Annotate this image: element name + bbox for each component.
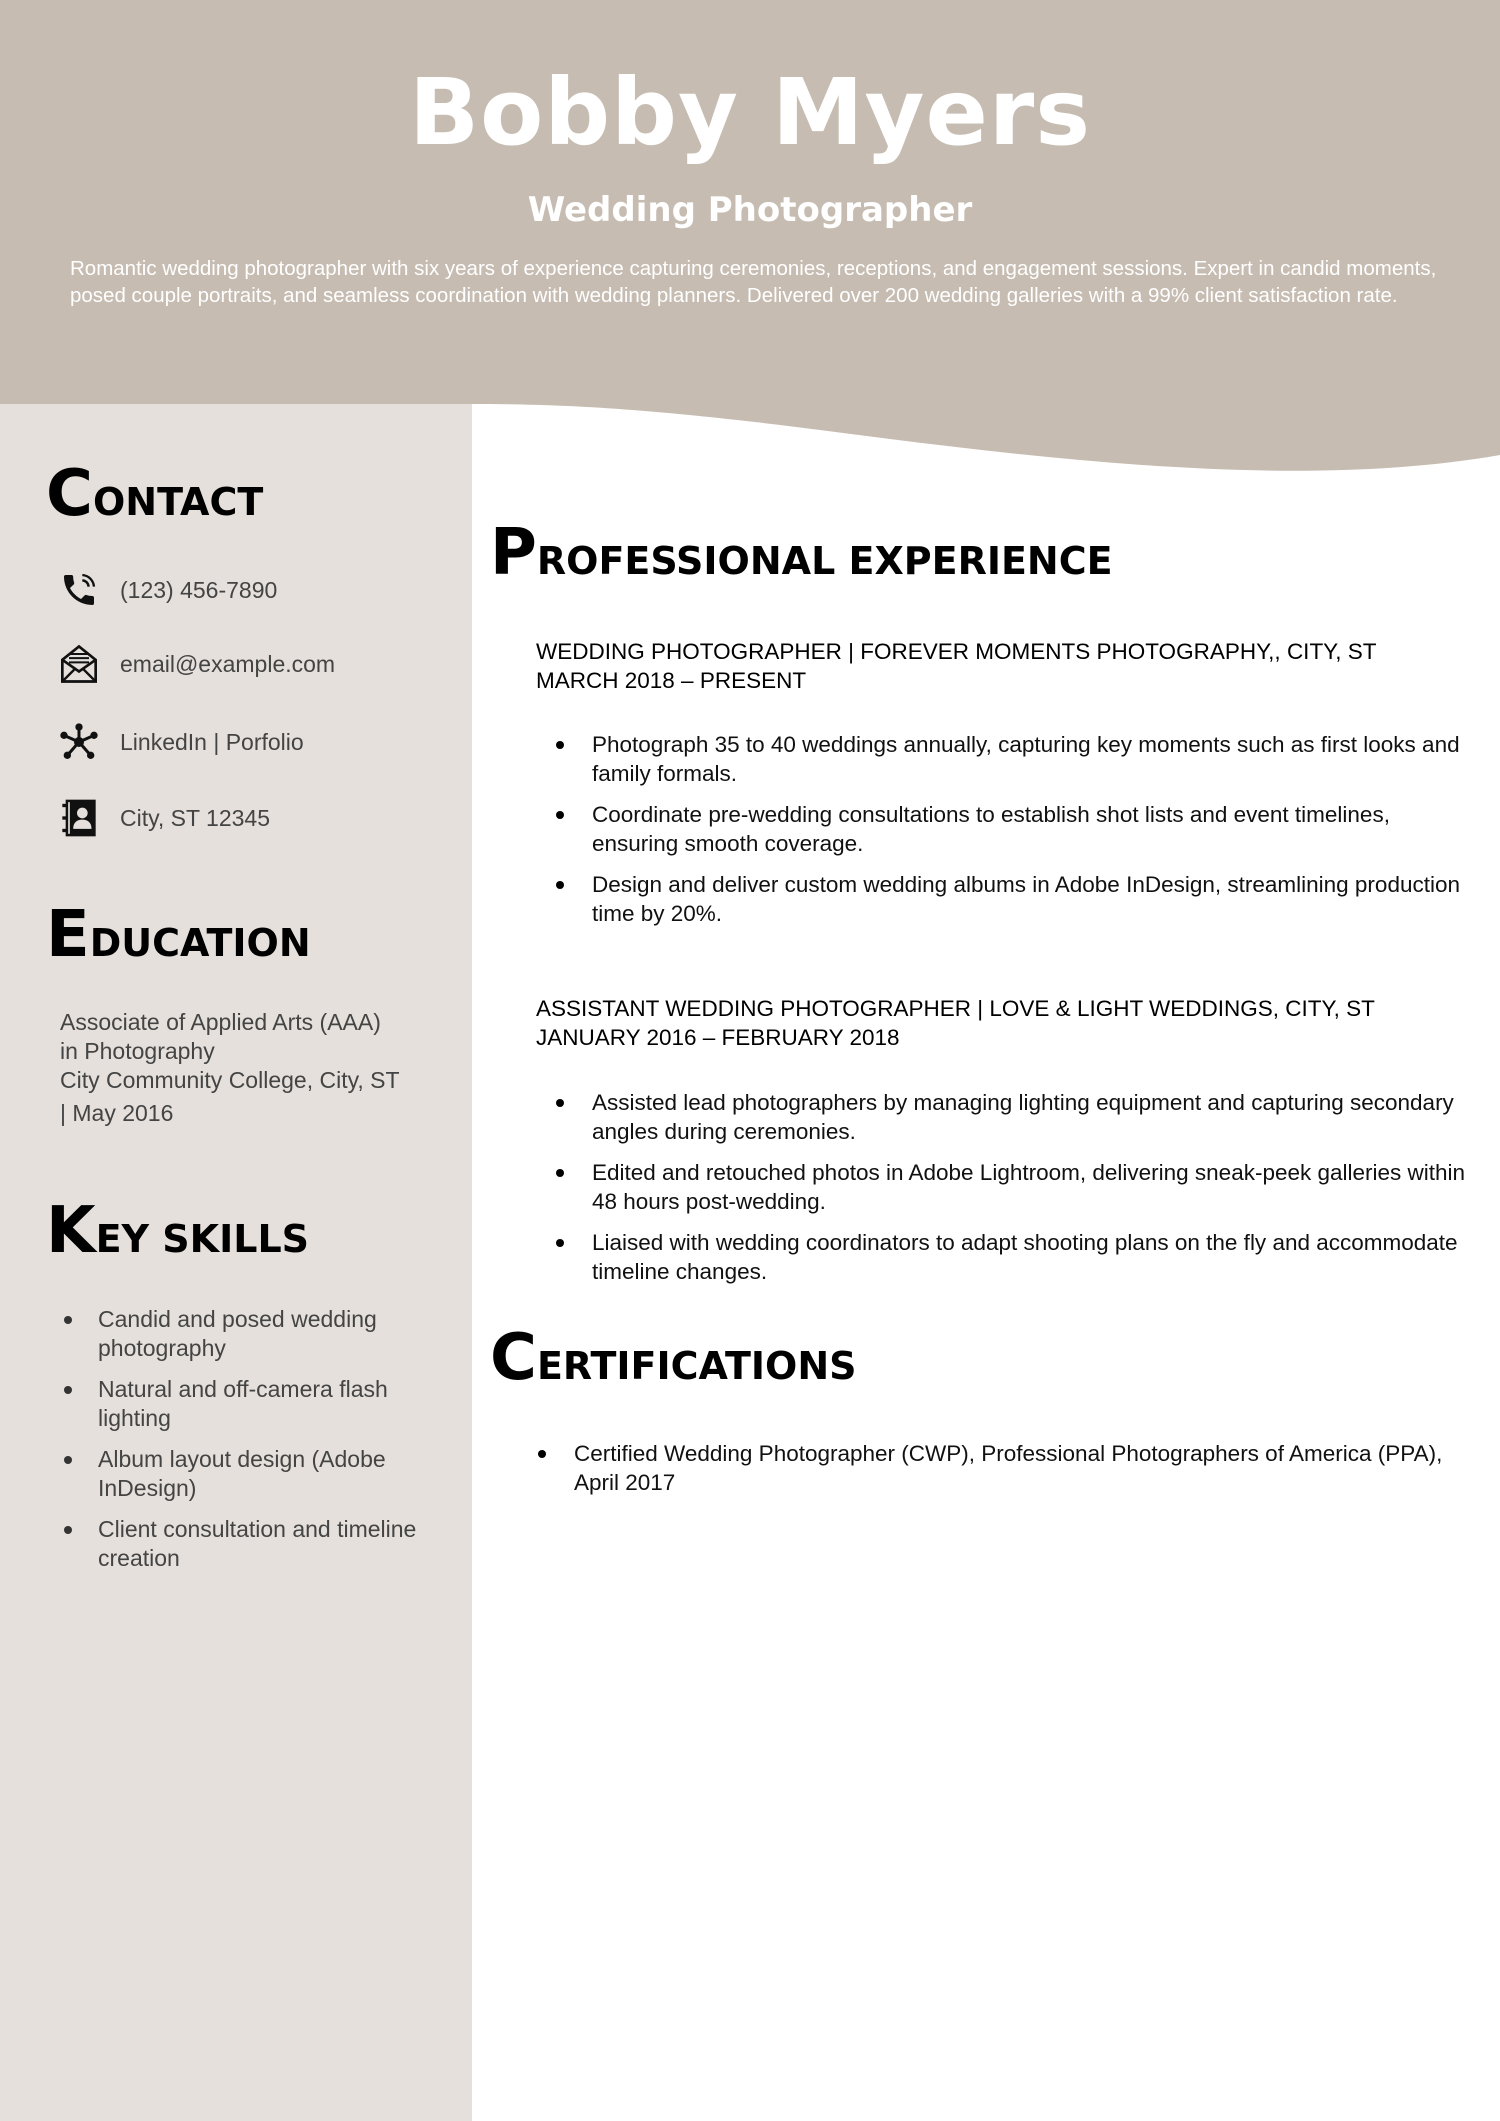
phone-icon xyxy=(58,569,100,611)
job-1-bullets xyxy=(536,730,1481,940)
contact-phone xyxy=(58,568,277,612)
job-2-role: ASSISTANT WEDDING PHOTOGRAPHER | LOVE & LIGHT WEDDINGS, CITY, ST xyxy=(536,996,1375,1021)
experience-heading: PROFESSIONAL EXPERIENCE xyxy=(490,516,1113,590)
school-name: City Community College, City, ST xyxy=(60,1067,400,1093)
list-item: Design and deliver custom wedding albums in Adobe InDesign, streamlining production time by 20%. xyxy=(536,870,1481,928)
contact-heading: CONTACT xyxy=(46,457,264,531)
list-item: Certified Wedding Photographer (CWP), Professional Photographers of America (PPA), April 2017 xyxy=(536,1439,1481,1497)
list-item: Natural and off-camera flash lighting xyxy=(60,1375,440,1433)
degree-line-1: Associate of Applied Arts (AAA) xyxy=(60,1009,381,1035)
certifications-list xyxy=(536,1439,1481,1497)
contact-email xyxy=(58,642,335,686)
contact-address xyxy=(58,796,270,840)
network-icon xyxy=(58,721,100,763)
education-heading: EDUCATION xyxy=(46,898,311,972)
list-item: Liaised with wedding coordinators to adapt shooting plans on the fly and accommodate timeline changes. xyxy=(536,1228,1481,1286)
skills-list xyxy=(60,1305,440,1585)
skills-heading: KEY SKILLS xyxy=(46,1194,310,1268)
email-text: email@example.com xyxy=(120,650,336,677)
list-item: Candid and posed wedding photography xyxy=(60,1305,440,1363)
education-entry xyxy=(60,1008,460,1128)
certifications-heading: CERTIFICATIONS xyxy=(490,1321,857,1395)
profile-summary: Romantic wedding photographer with six years of experience capturing ceremonies, receptions, and engagement sessions. Expert in candid moments, posed couple portraits, and seamless coordination with wedding planners. Delivered over 200 wedding galleries with a 99% client satisfaction rate. xyxy=(70,257,1437,307)
list-item: Album layout design (Adobe InDesign) xyxy=(60,1445,440,1503)
contact-links xyxy=(58,720,304,764)
degree-line-2: in Photography xyxy=(60,1038,215,1064)
job-2-bullets xyxy=(536,1088,1481,1298)
job-1-role: WEDDING PHOTOGRAPHER | FOREVER MOMENTS PHOTOGRAPHY,, CITY, ST xyxy=(536,639,1377,664)
list-item: Client consultation and timeline creation xyxy=(60,1515,440,1573)
resume-header xyxy=(0,0,1500,360)
graduation-date: | May 2016 xyxy=(60,1100,174,1126)
list-item: Edited and retouched photos in Adobe Lightroom, delivering sneak-peek galleries within 48 hours post-wedding. xyxy=(536,1158,1481,1216)
list-item: Coordinate pre-wedding consultations to establish shot lists and event timelines, ensuring smooth coverage. xyxy=(536,800,1481,858)
list-item: Photograph 35 to 40 weddings annually, capturing key moments such as first looks and family formals. xyxy=(536,730,1481,788)
envelope-icon xyxy=(58,643,100,685)
job-1-header xyxy=(536,637,1466,695)
address-book-icon xyxy=(58,797,100,839)
candidate-name: Bobby Myers xyxy=(408,59,1092,166)
list-item: Assisted lead photographers by managing lighting equipment and capturing secondary angles during ceremonies. xyxy=(536,1088,1481,1146)
job-title: Wedding Photographer xyxy=(527,190,973,230)
job-1-dates: MARCH 2018 – PRESENT xyxy=(536,668,807,693)
job-2-dates: JANUARY 2016 – FEBRUARY 2018 xyxy=(536,1025,900,1050)
phone-text: (123) 456-7890 xyxy=(120,576,278,603)
links-text: LinkedIn | Porfolio xyxy=(120,728,304,755)
job-2-header xyxy=(536,994,1466,1052)
address-text: City, ST 12345 xyxy=(120,804,271,831)
